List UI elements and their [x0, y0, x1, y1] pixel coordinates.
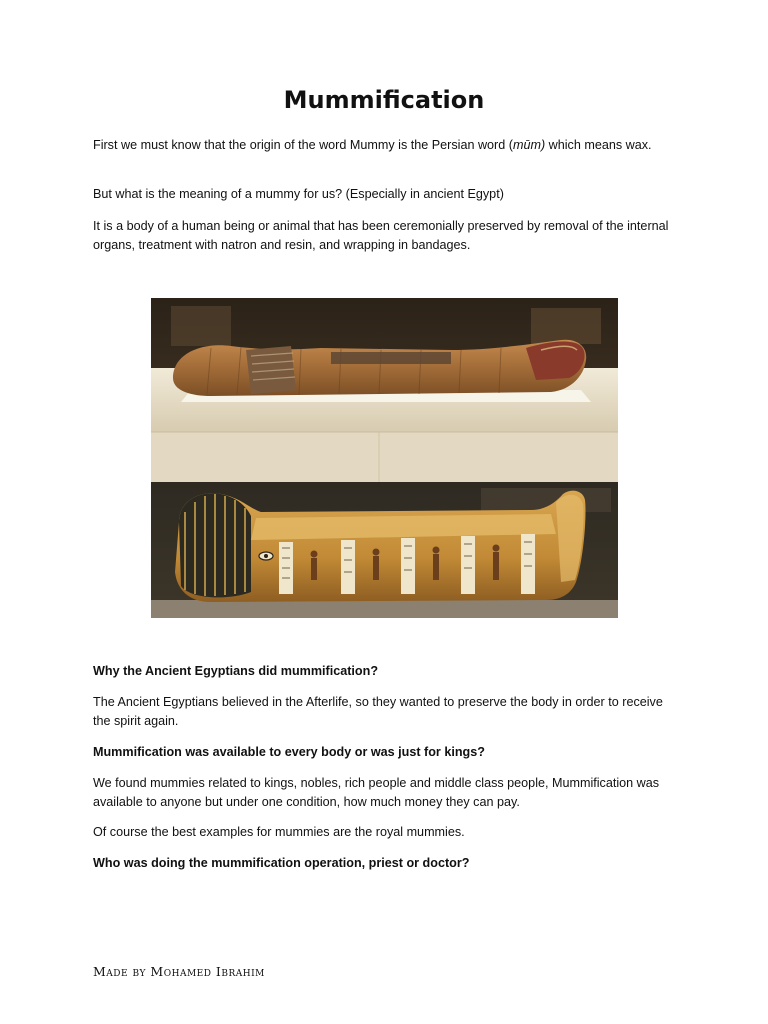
author-footer: Made by Mohamed Ibrahim: [93, 964, 265, 979]
paragraph-origin: [93, 136, 675, 155]
paragraph-who-mummified: We found mummies related to kings, nobles, rich people and middle class people, Mummification was available to anyone but under one condition, how much money they can pay.: [93, 776, 660, 809]
painted-coffin-photo: [151, 482, 618, 618]
page-title: Mummification: [283, 86, 485, 114]
wrapped-mummy-photo: [151, 298, 618, 482]
heading-why: Why the Ancient Egyptians did mummification?: [93, 664, 379, 678]
heading-availability: Mummification was available to every body or was just for kings?: [93, 745, 485, 759]
paragraph-definition: It is a body of a human being or animal that has been ceremonially preserved by removal of the internal organs, treatment with natron and resin, and wrapping in bandages.: [93, 219, 669, 252]
paragraph-afterlife: The Ancient Egyptians believed in the Afterlife, so they wanted to preserve the body in order to receive the spirit again.: [93, 695, 663, 728]
paragraph-royal: Of course the best examples for mummies are the royal mummies.: [93, 825, 465, 839]
paragraph-origin-end: which means wax.: [545, 138, 652, 152]
heading-priest-or-doctor: Who was doing the mummification operation, priest or doctor?: [93, 856, 470, 870]
persian-term: mūm): [512, 138, 546, 152]
paragraph-question: But what is the meaning of a mummy for us? (Especially in ancient Egypt): [93, 187, 504, 201]
paragraph-origin-text: First we must know that the origin of the word Mummy is the Persian word (: [93, 138, 513, 152]
